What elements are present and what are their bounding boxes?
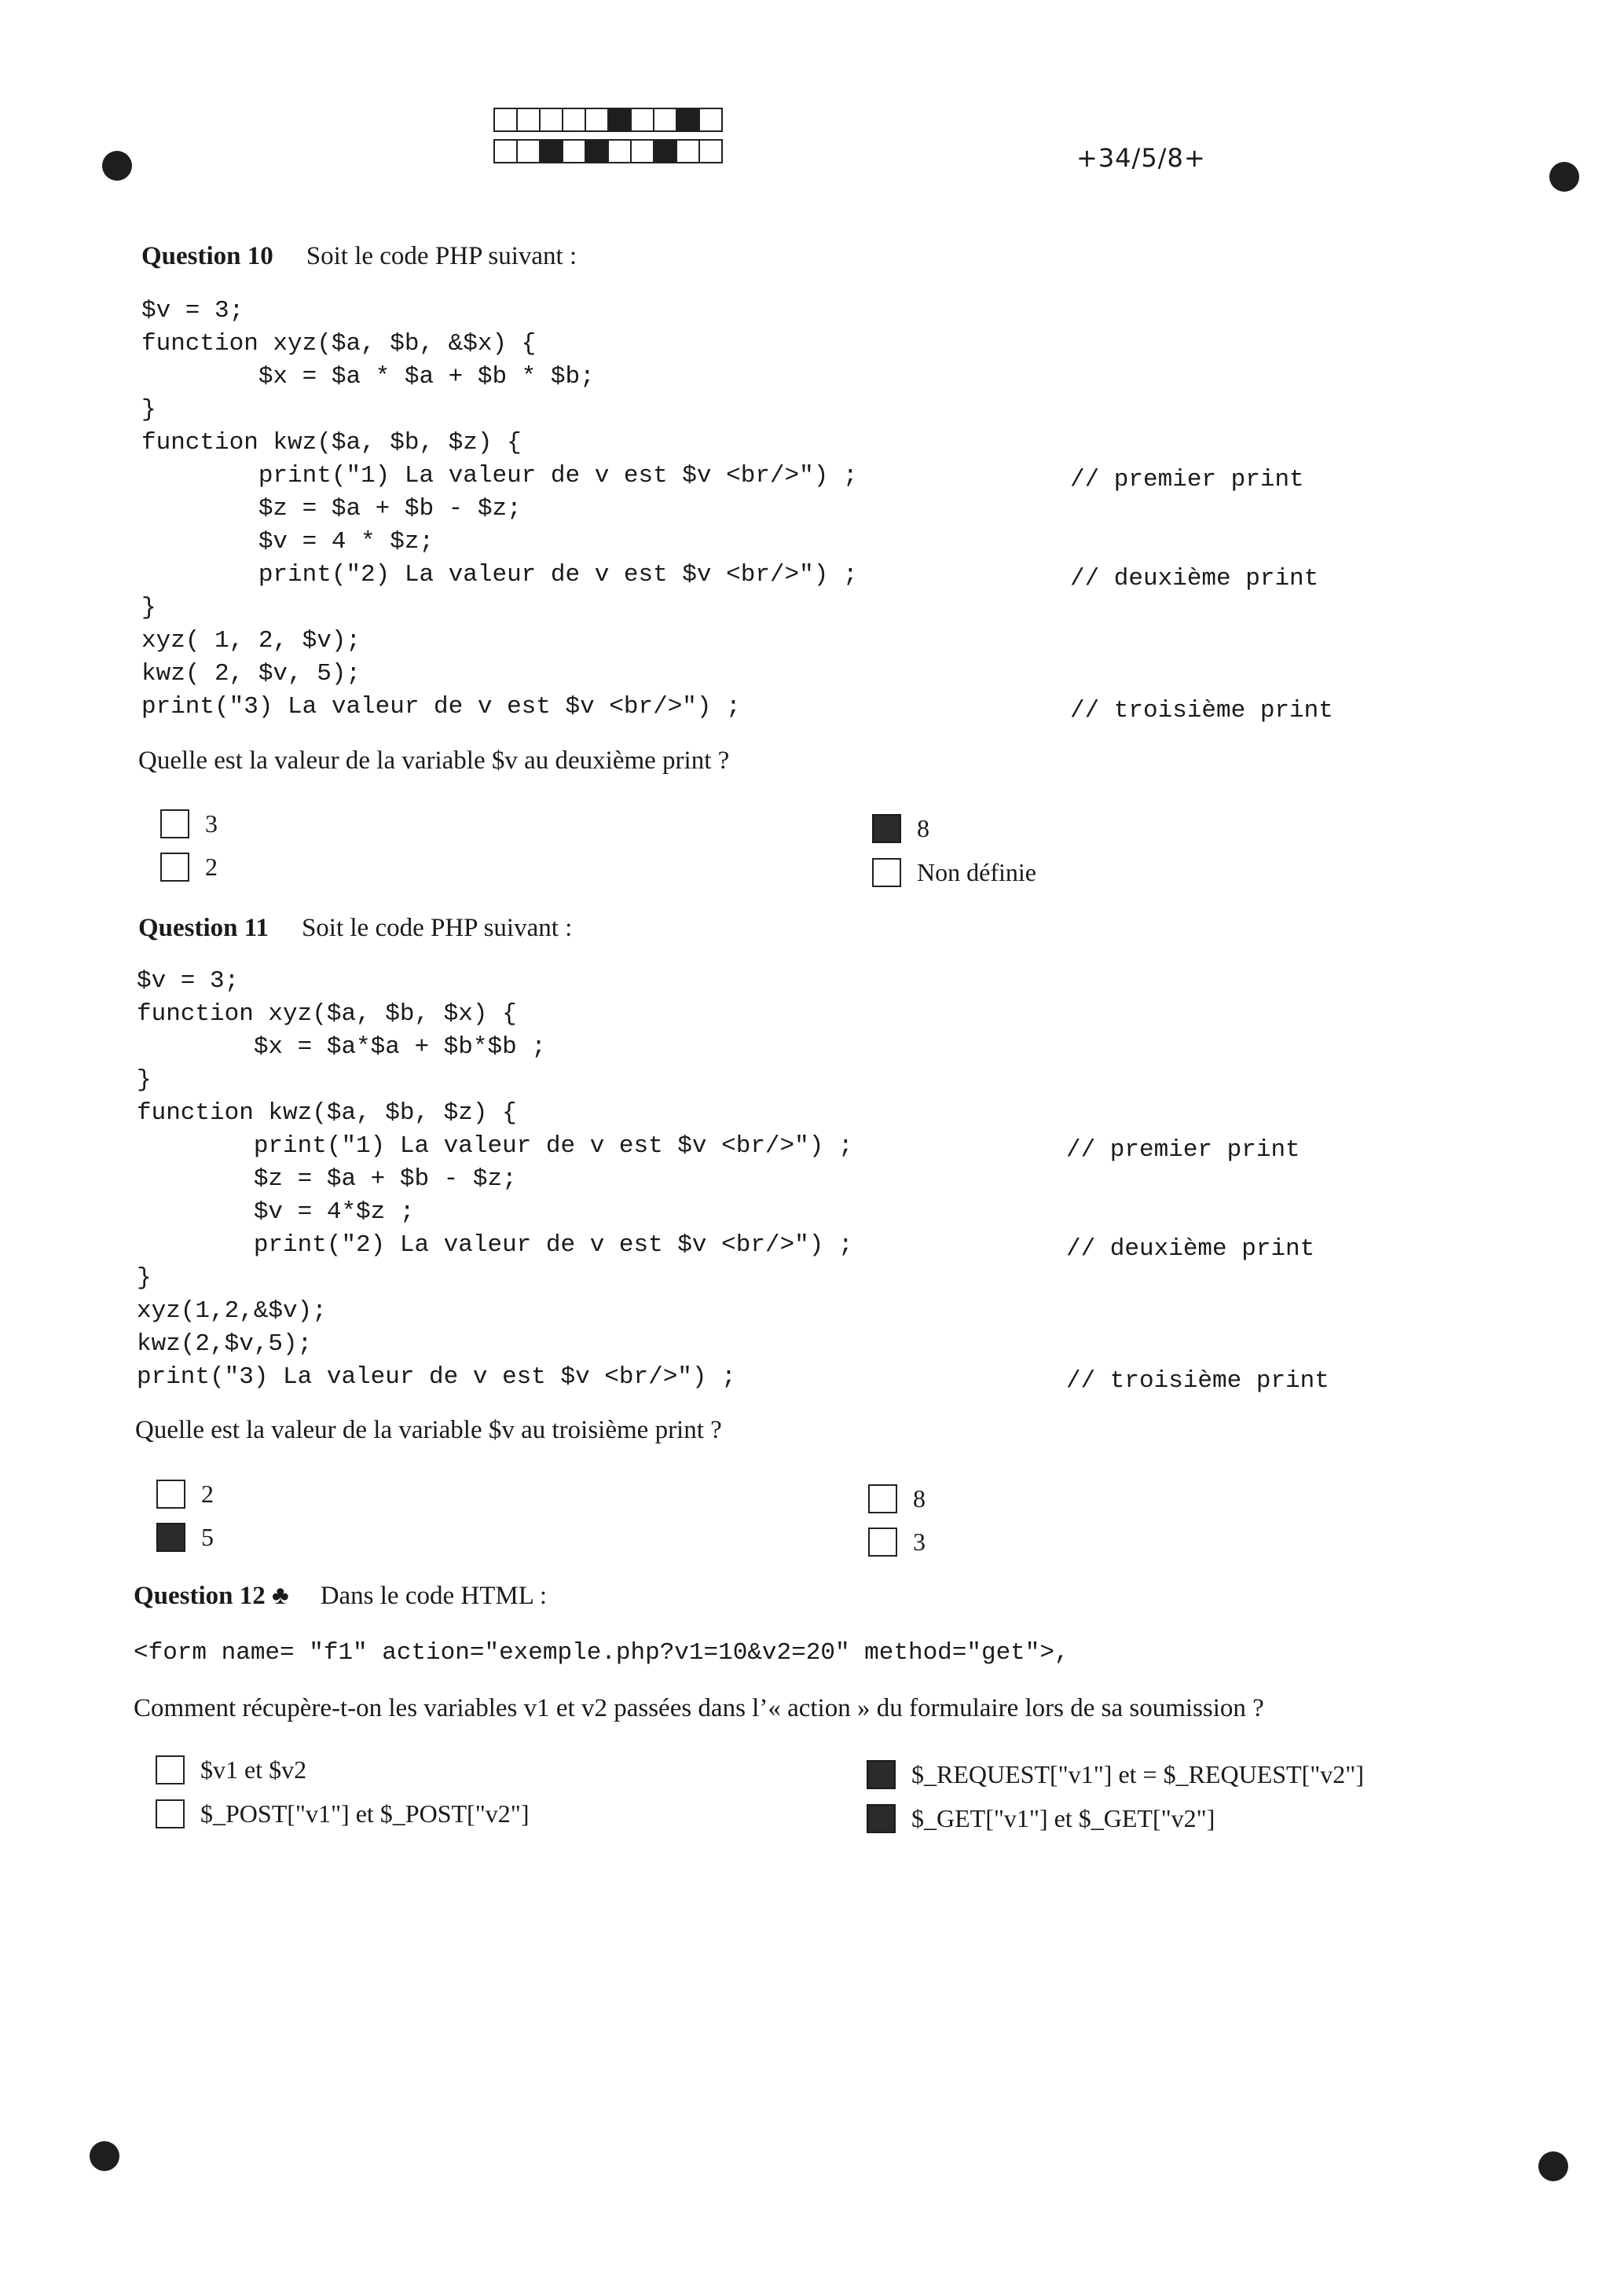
grid-cell	[493, 139, 518, 163]
q12-answer-request[interactable]	[867, 1760, 1364, 1789]
question-intro: Soit le code PHP suivant :	[301, 914, 573, 942]
checkbox-checked[interactable]	[867, 1760, 896, 1789]
grid-cell	[630, 139, 654, 163]
answer-label: 2	[201, 1480, 214, 1508]
grid-cell	[516, 108, 541, 132]
checkbox[interactable]	[156, 1799, 185, 1828]
question-11-prompt: Quelle est la valeur de la variable $v au troisième print ?	[135, 1416, 722, 1444]
grid-cell	[698, 139, 723, 163]
grid-cell	[630, 108, 654, 132]
q10-answer-non-definie[interactable]	[872, 858, 1036, 887]
checkbox-checked[interactable]	[872, 814, 901, 843]
checkbox[interactable]	[160, 809, 189, 838]
registration-mark-bottom-right	[1538, 2151, 1568, 2181]
question-10-prompt: Quelle est la valeur de la variable $v au deuxième print ?	[138, 746, 730, 775]
comment-premier-print: // premier print	[1066, 1136, 1300, 1164]
q11-answer-2[interactable]	[156, 1480, 214, 1509]
question-10-header	[141, 242, 577, 271]
question-12-header	[134, 1582, 547, 1611]
question-number: Question 12	[134, 1582, 266, 1610]
registration-mark-bottom-left	[90, 2141, 119, 2171]
grid-cell	[607, 139, 632, 163]
page-code: +34/5/8+	[1076, 143, 1206, 173]
question-number: Question 10	[141, 242, 273, 270]
id-grid-row-1	[493, 108, 721, 132]
q11-answer-5[interactable]	[156, 1523, 214, 1552]
q12-answer-post[interactable]	[156, 1799, 529, 1828]
id-grid-row-2	[493, 139, 721, 163]
grid-cell-filled	[676, 108, 700, 132]
q10-answer-2[interactable]	[160, 853, 218, 882]
q10-answer-8[interactable]	[872, 814, 929, 843]
comment-premier-print: // premier print	[1070, 466, 1304, 493]
grid-cell	[493, 108, 518, 132]
comment-troisieme-print: // troisième print	[1070, 697, 1333, 724]
question-12-code: <form name= "f1" action="exemple.php?v1=10&v2=20" method="get">,	[134, 1639, 1069, 1667]
checkbox[interactable]	[156, 1480, 185, 1509]
question-number: Question 11	[138, 914, 269, 942]
answer-label: $_POST["v1"] et $_POST["v2"]	[200, 1799, 530, 1828]
grid-cell-filled	[607, 108, 632, 132]
grid-cell	[698, 108, 723, 132]
question-11-header	[138, 914, 572, 943]
grid-cell	[585, 108, 609, 132]
question-11-code: $v = 3; function xyz($a, $b, $x) { $x = $a*$a + $b*$b ; } function kwz($a, $b, $z) { print("1) La valeur de v est $v <br/>") ; $z = $a + $b - $z; $v = 4*$z ; print("2) La valeur de v est $v <br/>") ; } xyz(1,2,&$v); kwz(2,$v,5); print("3) La valeur de v est $v <br/>") ;	[137, 967, 853, 1391]
grid-cell	[539, 108, 563, 132]
checkbox-checked[interactable]	[156, 1523, 185, 1552]
answer-label: $_GET["v1"] et $_GET["v2"]	[911, 1804, 1215, 1832]
answer-label: 3	[205, 809, 218, 838]
q12-answer-v1-v2[interactable]	[156, 1755, 306, 1784]
checkbox[interactable]	[160, 853, 189, 882]
question-intro: Dans le code HTML :	[320, 1582, 548, 1610]
question-intro: Soit le code PHP suivant :	[306, 242, 577, 270]
q11-answer-8[interactable]	[868, 1484, 926, 1513]
checkbox[interactable]	[868, 1528, 897, 1557]
checkbox-checked[interactable]	[867, 1804, 896, 1833]
checkbox[interactable]	[872, 858, 901, 887]
answer-label: 3	[913, 1528, 926, 1556]
grid-cell	[562, 139, 586, 163]
registration-mark-top-left	[102, 151, 132, 181]
question-10-code: $v = 3; function xyz($a, $b, &$x) { $x = $a * $a + $b * $b; } function kwz($a, $b, $z) { print("1) La valeur de v est $v <br/>") ; $z = $a + $b - $z; $v = 4 * $z; print("2) La valeur de v est $v <br/>") ; } xyz( 1, 2, $v); kwz( 2, $v, 5); print("3) La valeur de v est $v <br/>") ;	[141, 297, 858, 721]
answer-label: Non définie	[917, 858, 1036, 886]
question-12-prompt: Comment récupère-t-on les variables v1 et v2 passées dans l’« action » du formulaire lors de sa soumission ?	[134, 1694, 1264, 1722]
answer-label: $v1 et $v2	[200, 1755, 307, 1784]
answer-label: 5	[201, 1523, 214, 1551]
answer-label: $_REQUEST["v1"] et = $_REQUEST["v2"]	[911, 1760, 1365, 1788]
registration-mark-top-right	[1549, 162, 1579, 192]
grid-cell	[562, 108, 586, 132]
q10-answer-3[interactable]	[160, 809, 218, 838]
checkbox[interactable]	[156, 1755, 185, 1784]
grid-cell-filled	[539, 139, 563, 163]
grid-cell	[676, 139, 700, 163]
club-icon: ♣	[272, 1582, 289, 1610]
answer-label: 8	[917, 814, 929, 842]
answer-label: 2	[205, 853, 218, 881]
comment-troisieme-print: // troisième print	[1066, 1367, 1329, 1395]
q11-answer-3[interactable]	[868, 1528, 926, 1557]
grid-cell-filled	[585, 139, 609, 163]
checkbox[interactable]	[868, 1484, 897, 1513]
comment-deuxieme-print: // deuxième print	[1070, 565, 1319, 592]
grid-cell-filled	[653, 139, 677, 163]
comment-deuxieme-print: // deuxième print	[1066, 1235, 1315, 1263]
q12-answer-get[interactable]	[867, 1804, 1215, 1833]
answer-label: 8	[913, 1484, 926, 1513]
grid-cell	[653, 108, 677, 132]
grid-cell	[516, 139, 541, 163]
